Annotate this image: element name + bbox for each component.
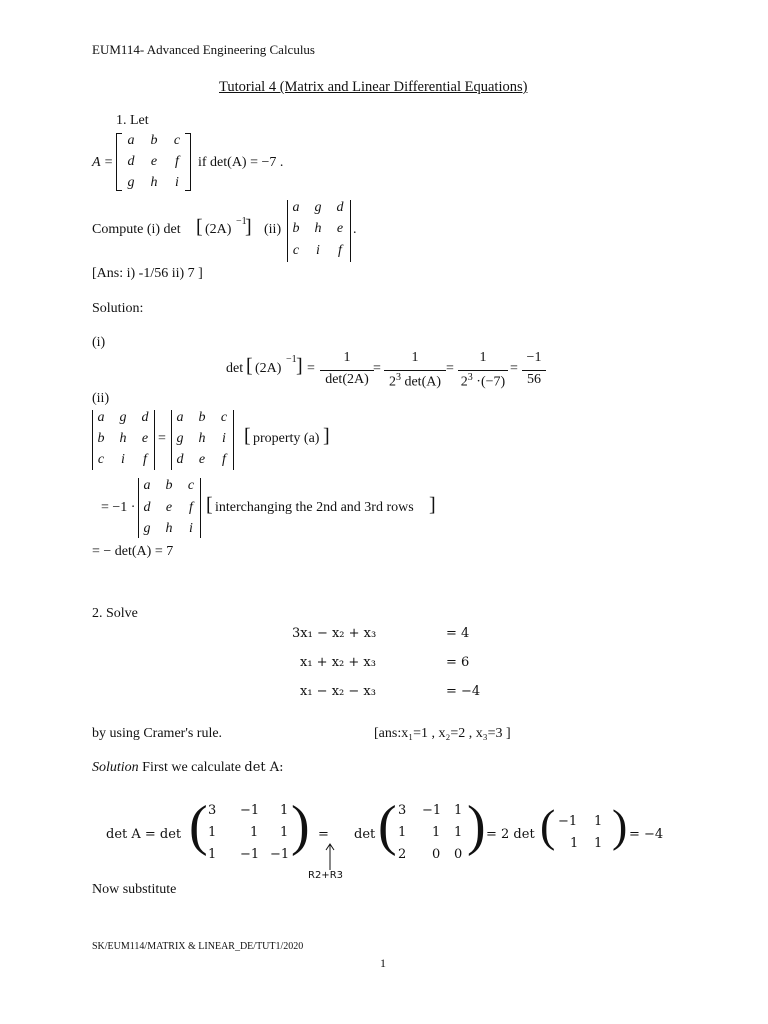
matrix-cell: 1 — [250, 825, 259, 840]
matrix-cell: d — [143, 500, 151, 515]
matrix-cell: 0 — [454, 847, 463, 862]
matrix-cell: f — [143, 452, 147, 467]
paren-left: ( — [540, 800, 556, 851]
q2-method: by using Cramer's rule. — [92, 726, 223, 741]
q2-answer: [ans:x₁=1 , x₂=2 , x₃=3 ] — [374, 726, 511, 741]
fraction-numerator: −1 — [526, 350, 542, 365]
paren-left: ( — [378, 795, 397, 857]
det-lhs-exp: −1 — [286, 354, 297, 365]
document-title: Tutorial 4 (Matrix and Linear Differential Equations) — [219, 79, 528, 95]
matrix-cell: a — [176, 410, 184, 425]
equation-lhs: x₁ − x₂ − x₃ — [300, 684, 376, 699]
matrix-cell: e — [150, 154, 158, 169]
matrix-cell: c — [220, 410, 228, 425]
den-base: 2 — [460, 374, 468, 390]
matrix-cell: g — [176, 431, 184, 446]
matrix-cell: g — [314, 200, 322, 215]
matrix-cell: 1 — [208, 847, 217, 862]
matrix-cell: 1 — [594, 836, 603, 851]
matrix-cell: b — [150, 133, 158, 148]
matrix-cell: d — [127, 154, 135, 169]
matrix-cell: 2 — [398, 847, 407, 862]
q1-answer: [Ans: i) -1/56 ii) 7 ] — [92, 266, 203, 281]
matrix-cell: c — [187, 478, 195, 493]
bracket-left: [ — [196, 216, 203, 238]
matrix-cell: g — [127, 175, 135, 190]
minus-one: = −1 · — [101, 500, 136, 515]
den-exp: 3 — [467, 372, 473, 383]
fraction-denominator: 56 — [527, 372, 541, 387]
matrix-cell: b — [165, 478, 173, 493]
document-header: EUM114- Advanced Engineering Calculus — [92, 42, 315, 57]
matrix-cell: c — [173, 133, 181, 148]
matrix-cell: −1 — [240, 847, 260, 862]
matrix-cell: g — [143, 521, 151, 536]
matrix-cell: i — [189, 521, 193, 536]
footer-code: SK/EUM114/MATRIX & LINEAR_DE/TUT1/2020 — [92, 941, 304, 952]
matrix-cell: 1 — [594, 814, 603, 829]
bracket-left: [ — [246, 355, 253, 377]
matrix-cell: b — [292, 221, 300, 236]
matrix-cell: 1 — [280, 803, 289, 818]
matrix-cell: −1 — [422, 803, 442, 818]
q1-label: 1. Let — [116, 113, 149, 128]
matrix-cell: d — [176, 452, 184, 467]
matrix-cell: i — [175, 175, 179, 190]
matrix-cell: a — [292, 200, 300, 215]
matrix-cell: f — [222, 452, 226, 467]
q1-final: = − det(A) = 7 — [92, 544, 174, 559]
fraction-denominator: det(2A) — [325, 372, 369, 387]
matrix-cell: 1 — [570, 836, 579, 851]
matrix-cell: 1 — [432, 825, 441, 840]
q1-part-ii-label: (ii) — [92, 391, 110, 406]
matrix-cell: h — [198, 431, 206, 446]
equals-sign: = — [158, 431, 166, 446]
matrix-cell: e — [198, 452, 206, 467]
matrix-cell: i — [121, 452, 125, 467]
matrix-cell: −1 — [558, 814, 578, 829]
matrix-cell: f — [189, 500, 193, 515]
matrix-cell: b — [198, 410, 206, 425]
den-rest: ·(−7) — [472, 374, 506, 390]
equation-rhs: = 4 — [446, 626, 470, 641]
equals-sign: = — [318, 827, 329, 842]
matrix-cell: 1 — [454, 803, 463, 818]
bracket-left: [ — [244, 425, 251, 447]
matrix-cell: 3 — [398, 803, 407, 818]
matrix-cell: a — [97, 410, 105, 425]
matrix-cell: c — [292, 243, 300, 258]
matrix-cell: b — [97, 431, 105, 446]
det-lhs-expr: (2A) — [255, 361, 282, 376]
matrix-cell: h — [150, 175, 158, 190]
q1-part-i-label: (i) — [92, 335, 106, 350]
det-lhs: det — [226, 361, 244, 376]
matrix-cell: −1 — [270, 847, 290, 862]
q1-solution-label: Solution: — [92, 301, 144, 316]
matrix-cell: d — [336, 200, 344, 215]
matrix-cell: f — [175, 154, 179, 169]
paren-right: ) — [467, 795, 486, 857]
matrix-cell: −1 — [240, 803, 260, 818]
bracket-right: ] — [429, 494, 436, 516]
q1-period: . — [353, 222, 357, 237]
matrix-cell: g — [119, 410, 127, 425]
equals-sign: = — [446, 361, 454, 376]
row-op-label: R2+R3 — [308, 870, 343, 881]
q2-label: 2. Solve — [92, 606, 138, 621]
now-substitute: Now substitute — [92, 882, 177, 897]
matrix-cell: a — [127, 133, 135, 148]
paren-right: ) — [612, 800, 628, 851]
bracket-left: [ — [206, 494, 213, 516]
equation-lhs: 3x₁ − x₂ + x₃ — [292, 626, 377, 641]
q1-compute-label: Compute (i) det — [92, 222, 181, 237]
equals-sign: = — [510, 361, 518, 376]
matrix-cell: 1 — [208, 825, 217, 840]
fraction-numerator: 1 — [343, 350, 351, 365]
solution-text: First we calculate — [138, 760, 245, 775]
interchange-note: interchanging the 2nd and 3rd rows — [215, 500, 414, 515]
q1-part-ii: (ii) — [264, 222, 282, 237]
matrix-cell: 1 — [454, 825, 463, 840]
matrix-cell: e — [141, 431, 149, 446]
result: = −4 — [629, 827, 664, 842]
fraction-numerator: 1 — [411, 350, 419, 365]
solution-label: Solution — [92, 760, 139, 775]
paren-right: ) — [291, 795, 310, 857]
equals-sign: = — [373, 361, 381, 376]
matrix-cell: e — [165, 500, 173, 515]
matrix-cell: a — [143, 478, 151, 493]
matrix-m2 — [396, 803, 470, 863]
page-number: 1 — [380, 956, 386, 970]
paren-left: ( — [189, 795, 208, 857]
q1-a-label: A = — [92, 155, 114, 170]
equation-rhs: = 6 — [446, 655, 470, 670]
matrix-cell: e — [336, 221, 344, 236]
equation-lhs: x₁ + x₂ + x₃ — [300, 655, 376, 670]
equals-sign: = — [307, 361, 315, 376]
den-rest: det(A) — [400, 374, 442, 390]
matrix-cell: i — [222, 431, 226, 446]
bracket-right: ] — [323, 425, 330, 447]
solution-det: det A: — [244, 760, 284, 775]
matrix-m3 — [558, 814, 608, 854]
q1-compute-exp: −1 — [236, 216, 247, 227]
matrix-cell: 0 — [432, 847, 441, 862]
den-exp: 3 — [395, 372, 401, 383]
deta-label: det A = det — [106, 827, 182, 842]
equation-rhs: = −4 — [446, 684, 481, 699]
det-label: det — [354, 827, 376, 842]
matrix-cell: h — [314, 221, 322, 236]
fraction-numerator: 1 — [479, 350, 487, 365]
bracket-right: ] — [296, 355, 303, 377]
two-det: = 2 det — [486, 827, 535, 842]
matrix-cell: h — [165, 521, 173, 536]
q1-condition: if det(A) = −7 . — [198, 155, 284, 170]
property-note: property (a) — [253, 431, 320, 446]
q1-compute-expr: (2A) — [205, 222, 232, 237]
den-base: 2 — [388, 374, 396, 390]
matrix-cell: h — [119, 431, 127, 446]
matrix-cell: d — [141, 410, 149, 425]
bracket-right: ] — [245, 216, 252, 238]
matrix-cell: c — [97, 452, 105, 467]
matrix-cell: f — [338, 243, 342, 258]
matrix-cell: i — [316, 243, 320, 258]
matrix-cell: 3 — [208, 803, 217, 818]
matrix-cell: 1 — [280, 825, 289, 840]
matrix-cell: 1 — [398, 825, 407, 840]
